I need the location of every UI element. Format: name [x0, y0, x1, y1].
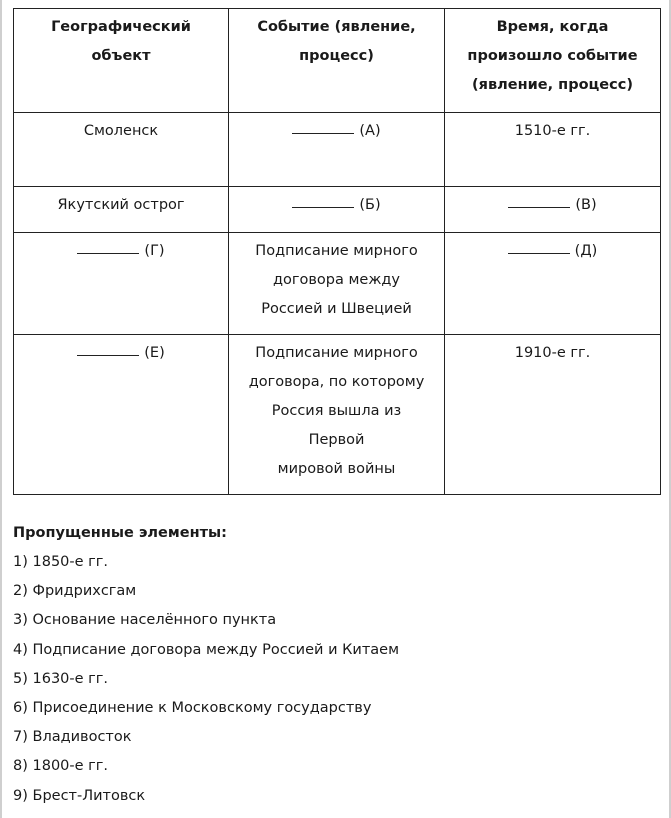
- cell-event: [229, 335, 445, 495]
- cell-text: 1510-е гг.: [514, 123, 591, 139]
- header-event: [229, 9, 445, 113]
- header-line: произошло событие: [467, 48, 638, 64]
- table-row: [14, 113, 661, 187]
- header-line: Событие (явление,: [257, 19, 416, 35]
- cell-object: [14, 233, 229, 335]
- cell-time: [445, 187, 661, 233]
- list-item: 6) Присоединение к Московскому государству: [13, 700, 372, 717]
- cell-text-line: мировой войны: [277, 461, 396, 477]
- blank-letter: (В): [575, 197, 597, 213]
- cell-text-line: Подписание мирного: [255, 345, 418, 361]
- blank-letter: (Г): [144, 243, 165, 259]
- list-item: 8) 1800-е гг.: [13, 758, 109, 775]
- header-line: (явление, процесс): [472, 77, 633, 93]
- table-row: [14, 233, 661, 335]
- cell-text-line: Первой: [308, 432, 365, 448]
- header-geographic-object: [14, 9, 229, 113]
- cell-text-line: Подписание мирного: [255, 243, 418, 259]
- answer-blank-line: [292, 121, 354, 134]
- list-item: 3) Основание населённого пункта: [13, 612, 277, 629]
- cell-text-line: договора между: [272, 272, 401, 288]
- list-item: 1) 1850-е гг.: [13, 554, 109, 570]
- header-line: Время, когда: [496, 19, 609, 35]
- cell-time: [445, 113, 661, 187]
- table-header-row: [14, 9, 661, 113]
- list-item: 9) Брест-Литовск: [13, 787, 146, 804]
- answer-blank-line: [508, 195, 570, 208]
- cell-event: [229, 187, 445, 233]
- cell-object: [14, 335, 229, 495]
- answer-blank-line: [508, 241, 570, 254]
- cell-text-line: Россией и Швецией: [261, 301, 412, 317]
- list-item: 7) Владивосток: [13, 729, 132, 746]
- list-item: 5) 1630-е гг.: [13, 670, 109, 687]
- cell-text-line: договора, по которому: [248, 374, 425, 390]
- cell-object: [14, 113, 229, 187]
- cell-text: Смоленск: [83, 123, 159, 139]
- list-item: 4) Подписание договора между Россией и Китаем: [13, 641, 400, 658]
- events-table: [13, 8, 661, 495]
- cell-event: [229, 233, 445, 335]
- table-row: [14, 187, 661, 233]
- missing-elements-title: Пропущенные элементы:: [13, 525, 227, 541]
- blank-letter: (А): [359, 123, 381, 139]
- answer-blank-line: [292, 195, 354, 208]
- cell-time: [445, 335, 661, 495]
- cell-event: [229, 113, 445, 187]
- cell-time: [445, 233, 661, 335]
- cell-text: 1910-е гг.: [514, 345, 591, 361]
- list-item: 2) Фридрихсгам: [13, 583, 137, 600]
- answer-blank-line: [77, 343, 139, 356]
- blank-letter: (Е): [144, 345, 165, 361]
- missing-elements-section: [13, 519, 653, 811]
- cell-text-line: Россия вышла из: [271, 403, 402, 419]
- blank-letter: (Б): [359, 197, 381, 213]
- header-line: Географический: [51, 19, 191, 35]
- header-line: процесс): [299, 48, 374, 64]
- table-row: [14, 335, 661, 495]
- cell-text: Якутский острог: [57, 197, 185, 213]
- header-time: [445, 9, 661, 113]
- header-line: объект: [91, 48, 151, 64]
- cell-object: [14, 187, 229, 233]
- blank-letter: (Д): [574, 243, 598, 259]
- page-border-left: [0, 0, 2, 818]
- answer-blank-line: [77, 241, 139, 254]
- missing-elements-list: [13, 548, 653, 811]
